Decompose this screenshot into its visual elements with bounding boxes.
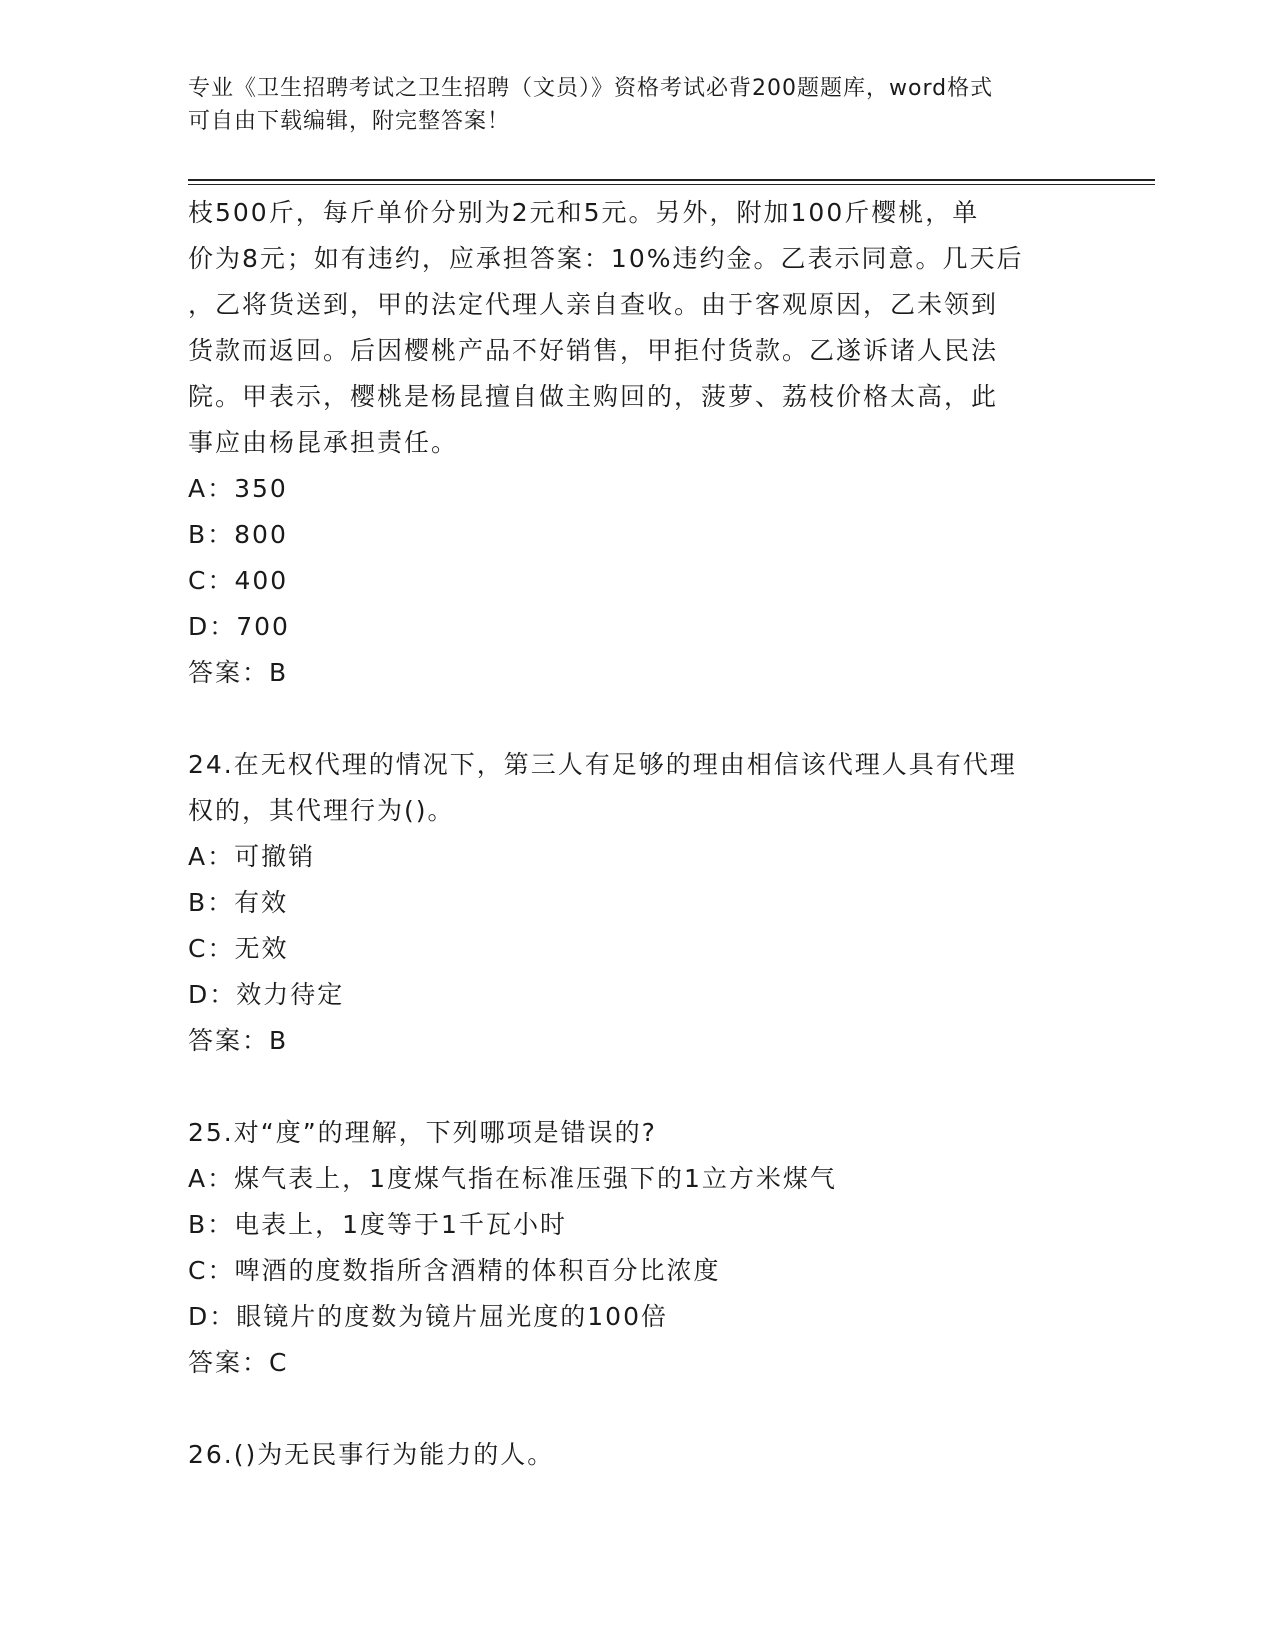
option-b: B：电表上，1度等于1千瓦小时 [188,1210,567,1239]
option-a: A：可撤销 [188,842,316,871]
question-23-answer: 答案：B [188,658,289,687]
option-d: D：眼镜片的度数为镜片屈光度的100倍 [188,1302,668,1331]
question-text-line: 院。甲表示，樱桃是杨昆擅自做主购回的，菠萝、荔枝价格太高，此 [188,382,999,411]
option-c: C：400 [188,566,289,595]
question-spacer [188,1064,1088,1110]
question-24-answer: 答案：B [188,1026,289,1055]
question-26-stem [188,1432,1088,1478]
question-text-line: 26.()为无民事行为能力的人。 [188,1440,555,1469]
header-divider-thin [188,184,1155,185]
question-text-line: 24.在无权代理的情况下，第三人有足够的理由相信该代理人具有代理 [188,750,1017,779]
option-c: C：啤酒的度数指所含酒精的体积百分比浓度 [188,1256,721,1285]
question-24-options [188,834,1088,1018]
header-divider-thick [188,179,1155,181]
header-title-line-1: 专业《卫生招聘考试之卫生招聘（文员）》资格考试必背200题题库，word格式 [188,76,994,101]
option-a: A：350 [188,474,288,503]
question-text-line: ，乙将货送到，甲的法定代理人亲自查收。由于客观原因，乙未领到 [188,290,999,319]
option-b: B：有效 [188,888,289,917]
option-a: A：煤气表上，1度煤气指在标准压强下的1立方米煤气 [188,1164,837,1193]
question-25-options [188,1156,1088,1340]
question-text-line: 价为8元；如有违约，应承担答案：10%违约金。乙表示同意。几天后 [188,244,1024,273]
option-b: B：800 [188,520,288,549]
question-23-options [188,466,1088,650]
option-d: D：效力待定 [188,980,345,1009]
option-c: C：无效 [188,934,289,963]
question-spacer [188,1386,1088,1432]
question-spacer [188,696,1088,742]
question-text-line: 25.对“度”的理解，下列哪项是错误的? [188,1118,657,1147]
question-23-stem [188,190,1088,466]
question-25-answer: 答案：C [188,1348,289,1377]
question-25-stem [188,1110,1088,1156]
question-text-line: 货款而返回。后因樱桃产品不好销售，甲拒付货款。乙遂诉诸人民法 [188,336,999,365]
question-text-line: 枝500斤，每斤单价分别为2元和5元。另外，附加100斤樱桃，单 [188,198,980,227]
question-text-line: 事应由杨昆承担责任。 [188,428,459,457]
header-title-line-2: 可自由下载编辑，附完整答案！ [188,109,511,134]
document-header [188,72,1068,138]
option-d: D：700 [188,612,290,641]
question-text-line: 权的，其代理行为()。 [188,796,455,825]
document-body [188,190,1088,1478]
question-24-stem [188,742,1088,834]
